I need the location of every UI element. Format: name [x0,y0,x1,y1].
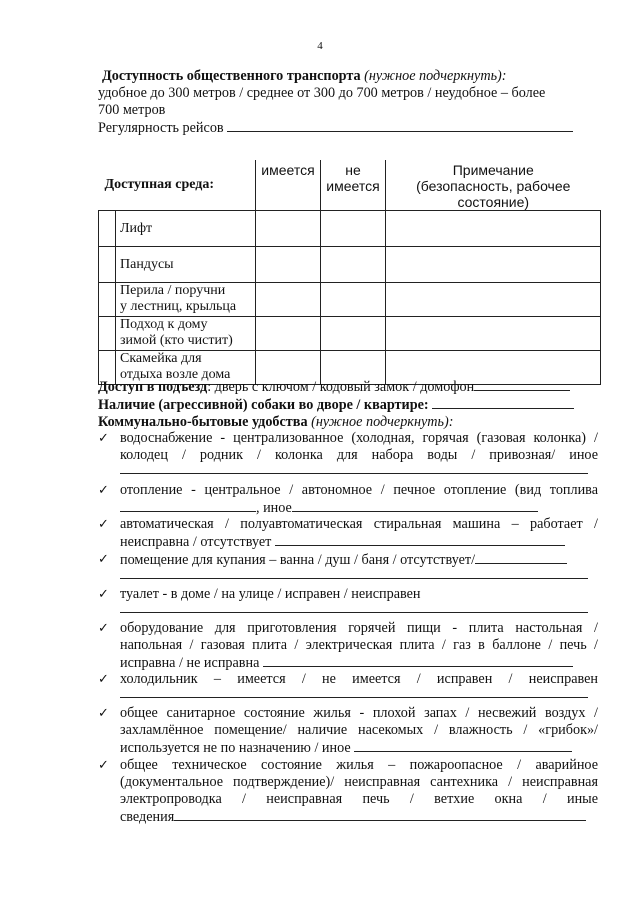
cell-not[interactable] [321,211,386,247]
cell-note[interactable] [386,283,601,317]
cell-note[interactable] [386,211,601,247]
fuel-type-field[interactable] [120,499,256,512]
cell-not[interactable] [321,317,386,351]
table-row [99,247,601,283]
cell-has[interactable] [256,283,321,317]
check-icon: ✓ [98,621,109,636]
cell-has[interactable] [256,317,321,351]
check-icon: ✓ [98,758,109,773]
cell-not[interactable] [321,283,386,317]
list-item [98,551,598,579]
bathing-text: помещение для купания – ванна / душ / баня / отсутствует/ [120,552,476,568]
transport-options-line2: 700 метров [98,102,166,118]
water-supply-field[interactable] [120,464,588,474]
technical-field[interactable] [174,808,586,821]
cell-has[interactable] [256,247,321,283]
table-row [99,211,601,247]
col-header-has: имеется [256,160,321,211]
transport-hint: (нужное подчеркнуть): [364,68,507,84]
row-label: Лифт [116,211,256,247]
list-item [98,671,598,698]
check-icon: ✓ [98,431,109,446]
toilet-field[interactable] [120,603,588,613]
fridge-text: холодильник – имеется / не имеется / исправен / неисправен [120,671,598,687]
check-icon: ✓ [98,587,109,602]
technical-line1: общее техническое состояние жилья – пожароопасное / аварийное [120,757,598,773]
access-field[interactable] [474,378,570,391]
row-label: Перила / поручни у лестниц, крыльца [116,283,256,317]
washing-machine-field[interactable] [275,533,565,546]
regularity-field[interactable] [227,119,573,132]
table-row [99,317,601,351]
check-icon: ✓ [98,672,109,687]
list-item [98,516,598,551]
regularity-label: Регулярность рейсов [98,120,224,136]
access-options: : дверь с ключом / кодовый замок / домофон [207,379,475,395]
heating-other: , иное [256,500,292,516]
dog-field[interactable] [432,396,574,409]
list-item [98,757,598,826]
accessible-environment-table [98,160,601,385]
washing-machine-text: автоматическая / полуавтоматическая стиральная машина – работает / [120,516,598,532]
row-label: Подход к дому зимой (кто чистит) [116,317,256,351]
row-label: Скамейка для отдыха возле дома [116,351,256,385]
cooking-field[interactable] [263,654,573,667]
water-supply-text: водоснабжение - централизованное (холодная, горячая (газовая колонка) / колодец / родник / колонка для набора воды / привозная/ иное [120,430,598,463]
check-icon: ✓ [98,483,109,498]
sanitary-line1: общее санитарное состояние жилья - плохой запах / несвежий воздух / [120,705,598,721]
transport-title: Доступность общественного транспорта [102,68,361,84]
cooking-line1: оборудование для приготовления горячей пищи - плита настольная / [120,620,598,636]
sanitary-field[interactable] [354,739,572,752]
dog-label: Наличие (агрессивной) собаки во дворе / квартире: [98,397,429,413]
env-table-title: Доступная среда: [99,160,256,211]
technical-line4: сведения [120,809,175,825]
row-label: Пандусы [116,247,256,283]
list-item [98,705,598,757]
sanitary-line2: захламлённое помещение/ наличие насекомых / влажность / «грибок»/ [120,722,598,738]
transport-section [98,68,598,137]
cell-has[interactable] [256,211,321,247]
washing-machine-status: неисправна / отсутствует [120,534,272,550]
col-header-not: не имеется [321,160,386,211]
access-section [98,378,598,431]
utilities-title: Коммунально-бытовые удобства [98,414,308,430]
technical-line3: электропроводка / неисправная печь / ветхие окна / иные [120,791,598,807]
page-number: 4 [317,40,323,52]
cell-not[interactable] [321,247,386,283]
technical-line2: (документальное подтверждение)/ неисправная сантехника / неисправная [120,774,598,790]
access-label: Доступ в подъезд [98,379,208,395]
heating-other-field[interactable] [292,499,538,512]
transport-options-line1: удобное до 300 метров / среднее от 300 до 700 метров / неудобное – более [98,85,546,101]
bathing-field[interactable] [475,551,567,564]
utilities-hint: (нужное подчеркнуть): [311,414,454,430]
cooking-line2: напольная / газовая плита / электрическая плита / газ в баллоне / печь / [120,637,598,653]
cooking-status: исправна / не исправна [120,655,260,671]
table-row [99,283,601,317]
col-header-note: Примечание (безопасность, рабочее состояние) [386,160,601,211]
list-item [98,430,598,474]
check-icon: ✓ [98,517,109,532]
sanitary-line3: используется не по назначению / иное [120,740,351,756]
heating-text: отопление - центральное / автономное / печное отопление (вид топлива [120,482,598,498]
toilet-text: туалет - в доме / на улице / исправен / неисправен [120,586,421,602]
check-icon: ✓ [98,706,109,721]
bathing-field-2[interactable] [120,569,588,579]
list-item [98,586,598,613]
fridge-field[interactable] [120,688,588,698]
cell-note[interactable] [386,247,601,283]
check-icon: ✓ [98,552,109,567]
cell-note[interactable] [386,317,601,351]
list-item [98,620,598,672]
list-item [98,482,598,517]
